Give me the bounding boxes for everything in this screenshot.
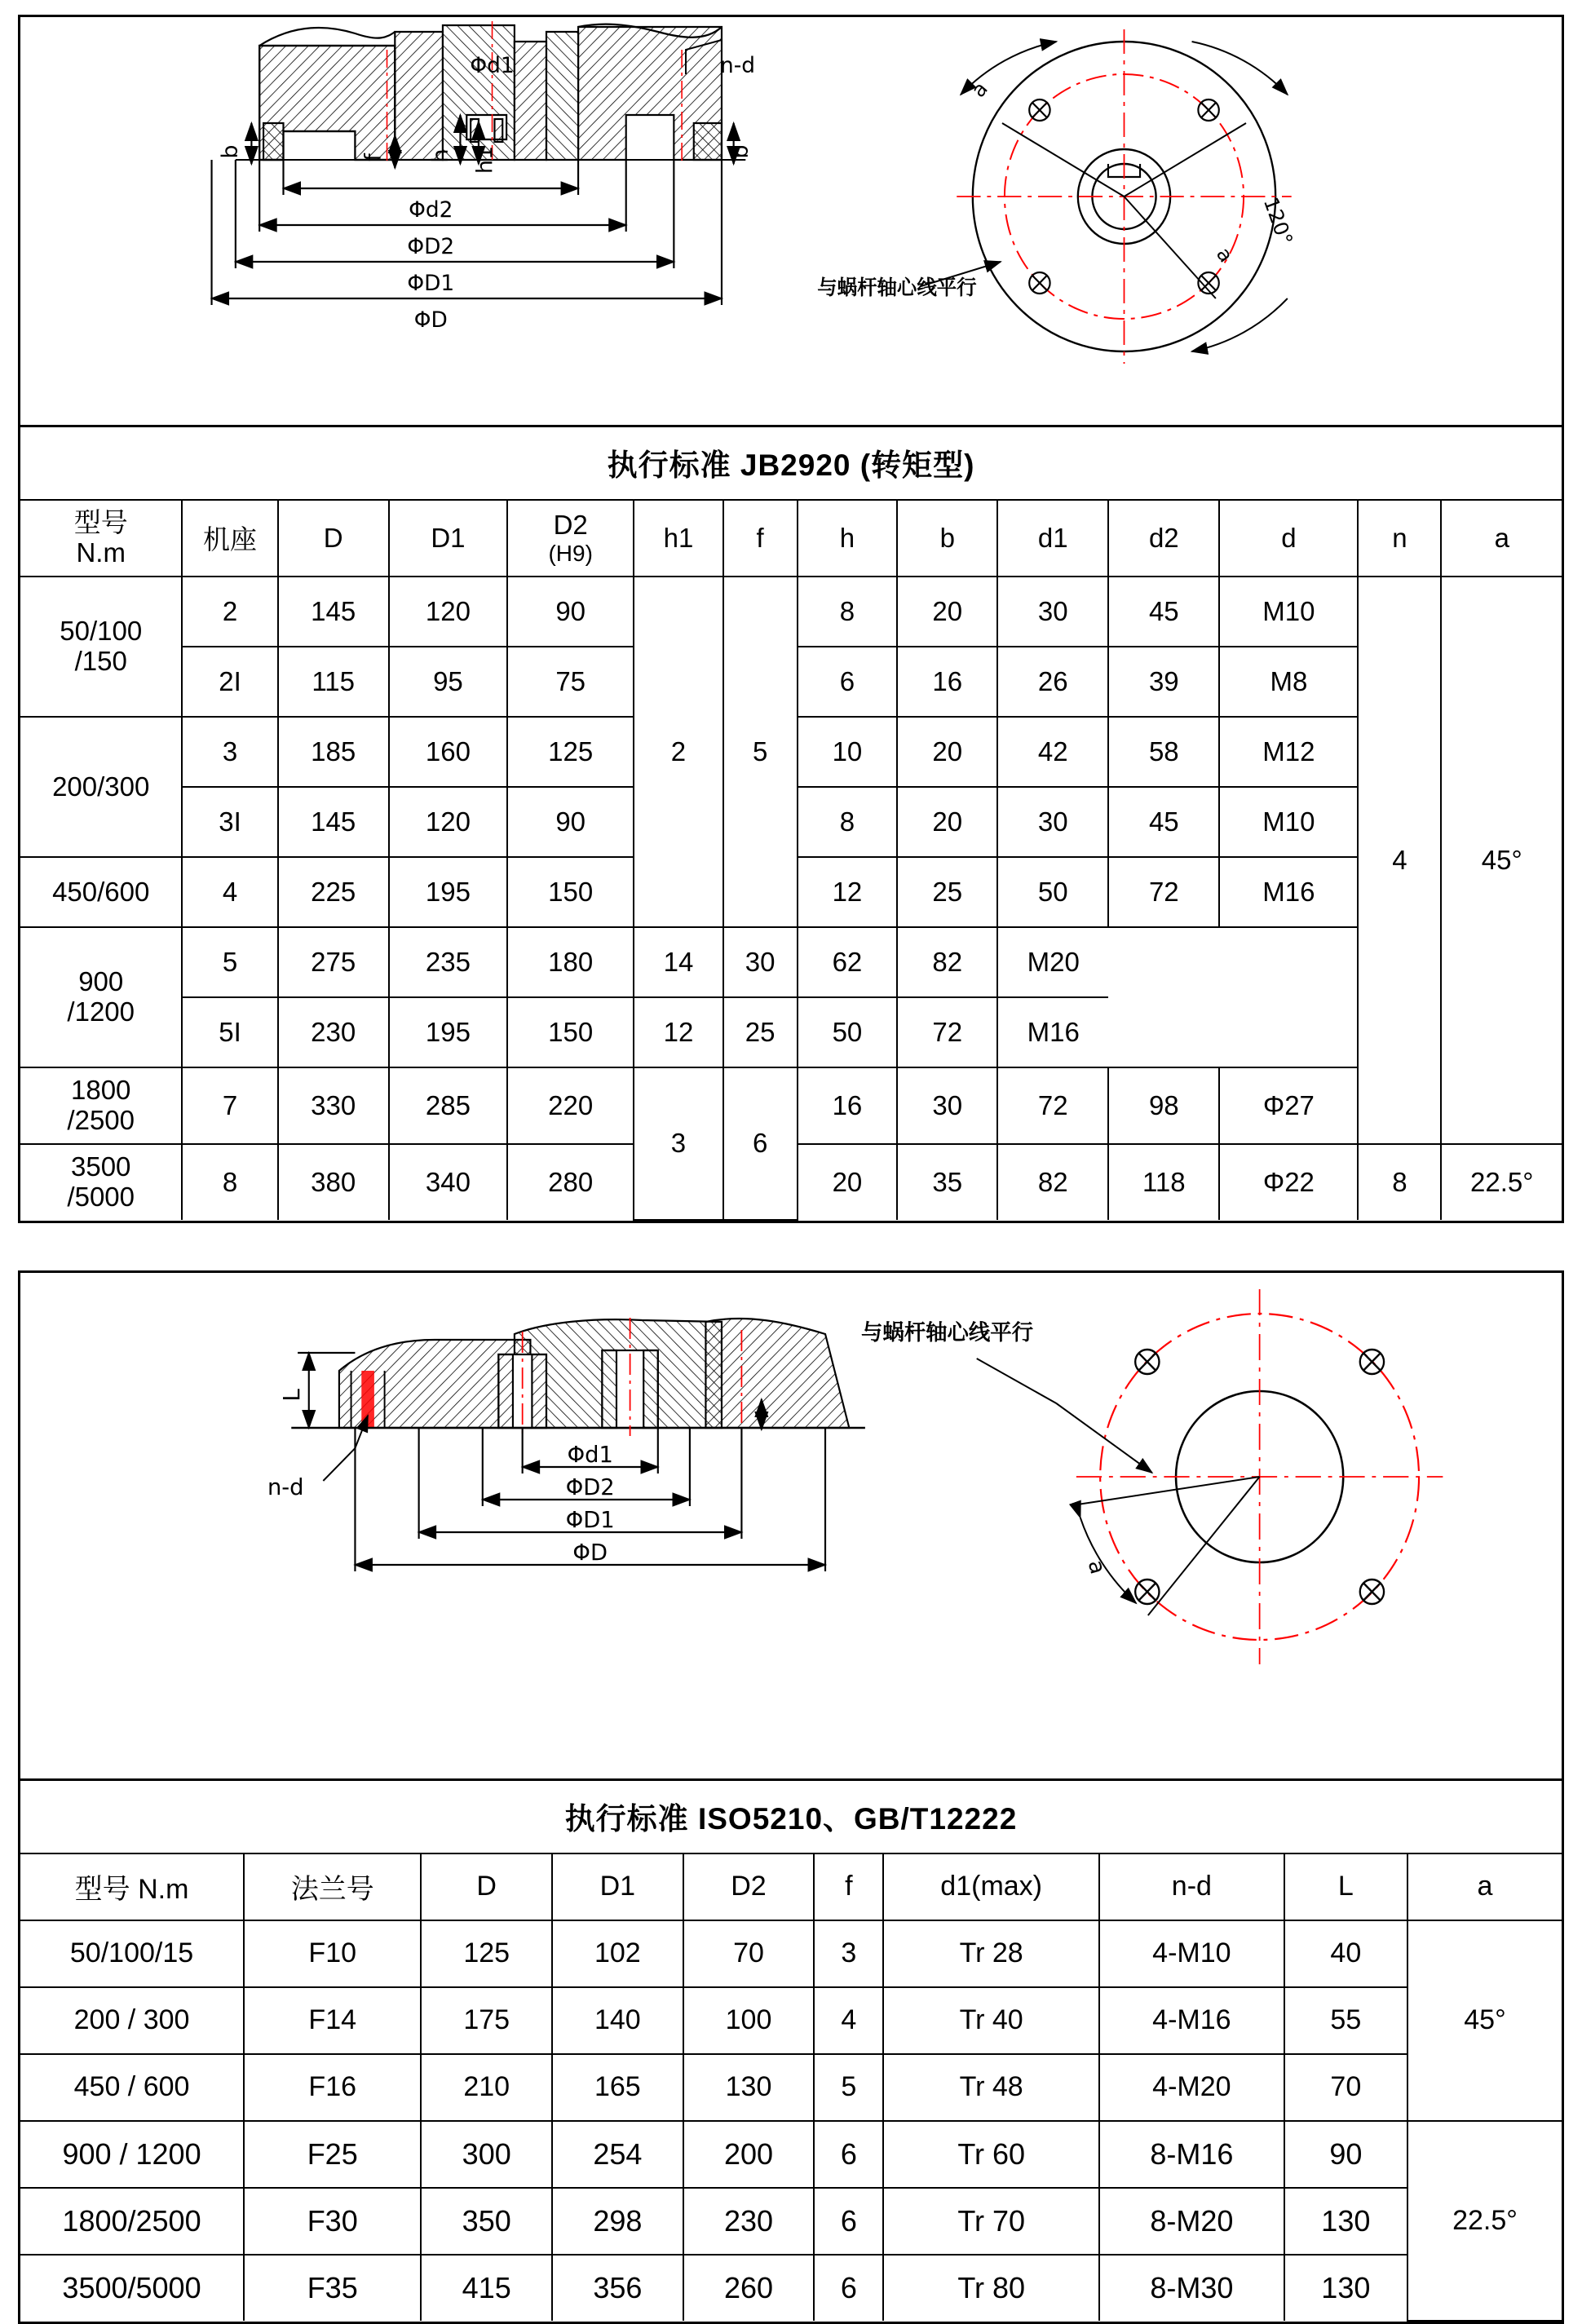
cell-model-6-l2: /5000 — [67, 1181, 135, 1212]
cell2-d1max: Tr 70 — [883, 2188, 1099, 2255]
label-L: L — [278, 1388, 305, 1402]
th-b: b — [897, 500, 997, 577]
cell-h: 8 — [798, 787, 898, 857]
cell-D: 230 — [278, 997, 389, 1067]
cell-n-top: 4 — [1358, 577, 1441, 1144]
label-n-d: n-d — [720, 52, 756, 79]
cell-D: 115 — [278, 647, 389, 717]
cell2-D2: 130 — [683, 2054, 815, 2121]
cell2-f: 4 — [814, 1987, 883, 2054]
cell-model-1-l1: 50/100 — [60, 615, 143, 646]
label-phi-D-2: ΦD — [572, 1538, 608, 1566]
cell-model-6-l1: 3500 — [71, 1151, 131, 1182]
flange-drawing-jb2920 — [20, 17, 1562, 425]
cell-d1: 82 — [997, 1144, 1108, 1220]
cell2-D2: 230 — [683, 2188, 815, 2255]
iso5210-block — [18, 1270, 1564, 2324]
label-f: f — [360, 153, 387, 161]
cell-d: M16 — [997, 997, 1108, 1067]
cell2-D: 210 — [421, 2054, 552, 2121]
label-angle-a2: a — [1212, 242, 1239, 267]
cell-d: M10 — [1219, 577, 1358, 647]
th-a: a — [1441, 500, 1562, 577]
flange-drawing-iso5210 — [20, 1273, 1562, 1778]
label-phi-D2: ΦD2 — [407, 233, 455, 260]
figure2-svg — [20, 1273, 1562, 1778]
cell-model-5-l1: 1800 — [71, 1074, 131, 1105]
cell-d1: 50 — [997, 857, 1108, 927]
cell-b: 20 — [897, 717, 997, 787]
cell2-D2: 200 — [683, 2121, 815, 2188]
cell2-f: 6 — [814, 2255, 883, 2321]
cell-b: 25 — [897, 857, 997, 927]
cell-h: 10 — [798, 717, 898, 787]
cell-b: 30 — [897, 1067, 997, 1144]
cell-f-top: 5 — [723, 577, 798, 927]
cell-frame: 2 — [182, 577, 277, 647]
cell-d1: 42 — [997, 717, 1108, 787]
cell-d2: 72 — [897, 997, 997, 1067]
cell-d: M12 — [1219, 717, 1358, 787]
cell2-a-top: 45° — [1407, 1920, 1562, 2121]
cell-D1: 195 — [389, 857, 508, 927]
label-b-left: b — [218, 144, 243, 159]
cell2-D: 300 — [421, 2121, 552, 2188]
cell-D1: 195 — [389, 997, 508, 1067]
cell-d1: 30 — [997, 577, 1108, 647]
cell-D2: 220 — [507, 1067, 634, 1144]
cell-n-bottom: 8 — [1358, 1144, 1441, 1220]
table-row — [20, 2188, 1562, 2255]
cell-d2: 45 — [1108, 787, 1219, 857]
table1-title: 执行标准 JB2920 (转矩型) — [20, 425, 1562, 499]
cell-model-4-l2: /1200 — [67, 996, 135, 1027]
label-phi-D1: ΦD1 — [407, 270, 455, 297]
cell2-d1max: Tr 60 — [883, 2121, 1099, 2188]
cell-d2: 72 — [1108, 857, 1219, 927]
cell2-n-d: 4-M16 — [1099, 1987, 1284, 2054]
cell-d2: 82 — [897, 927, 997, 997]
cell-d: Φ22 — [1219, 1144, 1358, 1220]
label-n-d-2: n-d — [267, 1473, 304, 1500]
cell-d1: 50 — [798, 997, 898, 1067]
cell-h: 6 — [798, 647, 898, 717]
cell2-D1: 140 — [552, 1987, 683, 2054]
table-row — [20, 1067, 1562, 1144]
cell-d2: 98 — [1108, 1067, 1219, 1144]
cell-D2: 280 — [507, 1144, 634, 1220]
cell-D2: 180 — [507, 927, 634, 997]
label-phi-D: ΦD — [413, 307, 448, 334]
cell-a-bottom: 22.5° — [1441, 1144, 1562, 1220]
cell-b: 25 — [723, 997, 798, 1067]
cell-frame: 3I — [182, 787, 277, 857]
cell2-D1: 298 — [552, 2188, 683, 2255]
cell-model-2: 200/300 — [20, 717, 182, 857]
cell2-model: 450 / 600 — [20, 2054, 244, 2121]
cell2-flange: F35 — [244, 2255, 421, 2321]
cell2-D1: 102 — [552, 1920, 683, 1987]
cell-model-4-l1: 900 — [78, 965, 124, 996]
cell2-L: 40 — [1284, 1920, 1407, 1987]
cell-h: 16 — [798, 1067, 898, 1144]
cell-D: 275 — [278, 927, 389, 997]
th2-f: f — [814, 1853, 883, 1920]
table-row — [20, 1920, 1562, 1987]
cell-D: 330 — [278, 1067, 389, 1144]
cell2-n-d: 8-M16 — [1099, 2121, 1284, 2188]
table-row — [20, 1987, 1562, 2054]
cell2-d1max: Tr 40 — [883, 1987, 1099, 2054]
cell-h: 14 — [634, 927, 723, 997]
cell2-flange: F14 — [244, 1987, 421, 2054]
cell-model-1 — [20, 577, 182, 717]
cell2-flange: F25 — [244, 2121, 421, 2188]
cell-b: 20 — [897, 787, 997, 857]
cell-d2: 118 — [1108, 1144, 1219, 1220]
th-n: n — [1358, 500, 1441, 577]
cell-d2: 45 — [1108, 577, 1219, 647]
cell-d1: 72 — [997, 1067, 1108, 1144]
cell-D1: 120 — [389, 577, 508, 647]
th-model — [20, 500, 182, 577]
th-h1: h1 — [634, 500, 723, 577]
cell2-D1: 356 — [552, 2255, 683, 2321]
cell-d: M8 — [1219, 647, 1358, 717]
th-D2-sub: (H9) — [548, 540, 593, 566]
figure1-svg — [20, 17, 1562, 425]
th-h: h — [798, 500, 898, 577]
cell2-D: 175 — [421, 1987, 552, 2054]
cell2-D2: 70 — [683, 1920, 815, 1987]
cell-d2: 39 — [1108, 647, 1219, 717]
th-d2: d2 — [1108, 500, 1219, 577]
th-model-line2: N.m — [76, 537, 126, 568]
cell-d1: 30 — [997, 787, 1108, 857]
cell-D1: 285 — [389, 1067, 508, 1144]
th-model-line1: 型号 — [73, 507, 128, 537]
th2-D: D — [421, 1853, 552, 1920]
label-angle-a-2: a — [1082, 1557, 1111, 1577]
cell-b: 20 — [897, 577, 997, 647]
cell-a-top: 45° — [1441, 577, 1562, 1144]
cell2-D1: 254 — [552, 2121, 683, 2188]
cell-D2: 90 — [507, 787, 634, 857]
label-phi-D1-2: ΦD1 — [565, 1505, 615, 1533]
cell-D1: 120 — [389, 787, 508, 857]
cell-D: 185 — [278, 717, 389, 787]
cell2-L: 70 — [1284, 2054, 1407, 2121]
cell-b: 16 — [897, 647, 997, 717]
label-phi-d1: Φd1 — [470, 52, 515, 79]
block-spacer — [0, 1223, 1582, 1256]
cell-frame: 8 — [182, 1144, 277, 1220]
cell2-n-d: 4-M20 — [1099, 2054, 1284, 2121]
cell2-model: 900 / 1200 — [20, 2121, 244, 2188]
th-d: d — [1219, 500, 1358, 577]
cell2-n-d: 8-M30 — [1099, 2255, 1284, 2321]
label-angle-120: 120° — [1258, 194, 1297, 249]
cell-model-6 — [20, 1144, 182, 1220]
cell2-f: 5 — [814, 2054, 883, 2121]
th2-flange: 法兰号 — [244, 1853, 421, 1920]
label-h1: h1 — [472, 145, 498, 175]
th2-model: 型号 N.m — [20, 1853, 244, 1920]
cell2-flange: F30 — [244, 2188, 421, 2255]
label-phi-d1-2: Φd1 — [567, 1440, 613, 1468]
table-row — [20, 2121, 1562, 2188]
cell-D: 145 — [278, 577, 389, 647]
label-phi-D2-2: ΦD2 — [565, 1473, 615, 1500]
cell-D1: 235 — [389, 927, 508, 997]
cell2-model: 200 / 300 — [20, 1987, 244, 2054]
table2-title: 执行标准 ISO5210、GB/T12222 — [20, 1778, 1562, 1853]
th-D: D — [278, 500, 389, 577]
th2-L: L — [1284, 1853, 1407, 1920]
jb2920-block — [18, 15, 1564, 1223]
cell2-flange: F16 — [244, 2054, 421, 2121]
cell-frame: 2I — [182, 647, 277, 717]
cell2-model: 3500/5000 — [20, 2255, 244, 2321]
table-row — [20, 2054, 1562, 2121]
cell-frame: 3 — [182, 717, 277, 787]
cell2-L: 55 — [1284, 1987, 1407, 2054]
cell2-f: 3 — [814, 1920, 883, 1987]
cell-D2: 125 — [507, 717, 634, 787]
cell-h1-bottom: 3 — [634, 1067, 723, 1220]
table1-header-row — [20, 500, 1562, 577]
cell2-n-d: 8-M20 — [1099, 2188, 1284, 2255]
th-D2-main: D2 — [553, 509, 588, 540]
cell-D1: 95 — [389, 647, 508, 717]
document-page — [0, 15, 1582, 2324]
cell-D2: 150 — [507, 997, 634, 1067]
cell2-D1: 165 — [552, 2054, 683, 2121]
iso5210-table — [20, 1853, 1562, 2322]
table2-header-row — [20, 1853, 1562, 1920]
th-d1: d1 — [997, 500, 1108, 577]
cell2-D: 415 — [421, 2255, 552, 2321]
cell2-n-d: 4-M10 — [1099, 1920, 1284, 1987]
table-row — [20, 577, 1562, 647]
cell2-a-bottom: 22.5° — [1407, 2121, 1562, 2321]
th-D2 — [507, 500, 634, 577]
th-frame: 机座 — [182, 500, 277, 577]
cell2-L: 90 — [1284, 2121, 1407, 2188]
cell-h: 12 — [798, 857, 898, 927]
cell-b: 35 — [897, 1144, 997, 1220]
cell-D1: 340 — [389, 1144, 508, 1220]
cell2-f: 6 — [814, 2121, 883, 2188]
table2-wrap — [20, 1853, 1562, 2322]
th2-n-d: n-d — [1099, 1853, 1284, 1920]
cell2-d1max: Tr 28 — [883, 1920, 1099, 1987]
cell-b: 30 — [723, 927, 798, 997]
cell2-D2: 100 — [683, 1987, 815, 2054]
cell-model-4 — [20, 927, 182, 1067]
cell-D1: 160 — [389, 717, 508, 787]
cell-h: 8 — [798, 577, 898, 647]
cell-model-5-l2: /2500 — [67, 1104, 135, 1135]
cell2-D: 125 — [421, 1920, 552, 1987]
table-row — [20, 927, 1562, 997]
cell-h: 20 — [798, 1144, 898, 1220]
cell2-L: 130 — [1284, 2255, 1407, 2321]
cell-frame: 7 — [182, 1067, 277, 1144]
cell-d2: 58 — [1108, 717, 1219, 787]
cell-D2: 75 — [507, 647, 634, 717]
th2-D1: D1 — [552, 1853, 683, 1920]
label-parallel-note-1: 与蜗杆轴心线平行 — [817, 275, 977, 300]
label-angle-a1: a — [966, 77, 992, 102]
cell-frame: 4 — [182, 857, 277, 927]
cell-model-3: 450/600 — [20, 857, 182, 927]
cell-D2: 150 — [507, 857, 634, 927]
cell-d: M10 — [1219, 787, 1358, 857]
th-D1: D1 — [389, 500, 508, 577]
cell-d1: 62 — [798, 927, 898, 997]
cell-D: 225 — [278, 857, 389, 927]
cell2-D: 350 — [421, 2188, 552, 2255]
cell2-D2: 260 — [683, 2255, 815, 2321]
cell-D: 145 — [278, 787, 389, 857]
cell-model-5 — [20, 1067, 182, 1144]
cell-d: M20 — [997, 927, 1108, 997]
cell2-d1max: Tr 80 — [883, 2255, 1099, 2321]
cell2-d1max: Tr 48 — [883, 2054, 1099, 2121]
jb2920-table — [20, 499, 1562, 1221]
cell-d: M16 — [1219, 857, 1358, 927]
cell2-model: 50/100/15 — [20, 1920, 244, 1987]
th2-a: a — [1407, 1853, 1562, 1920]
label-h: h — [428, 148, 453, 163]
th-f: f — [723, 500, 798, 577]
table-row — [20, 2255, 1562, 2321]
cell-h1-top: 2 — [634, 577, 723, 927]
label-parallel-note-2: 与蜗杆轴心线平行 — [860, 1319, 1034, 1345]
th2-d1max: d1(max) — [883, 1853, 1099, 1920]
cell-D: 380 — [278, 1144, 389, 1220]
cell2-model: 1800/2500 — [20, 2188, 244, 2255]
table1-wrap — [20, 499, 1562, 1221]
cell2-flange: F10 — [244, 1920, 421, 1987]
cell-model-1-l2: /150 — [74, 645, 127, 676]
cell-frame: 5 — [182, 927, 277, 997]
cell-frame: 5I — [182, 997, 277, 1067]
cell2-f: 6 — [814, 2188, 883, 2255]
label-phi-d2: Φd2 — [409, 197, 453, 223]
cell-D2: 90 — [507, 577, 634, 647]
cell-f-bottom: 6 — [723, 1067, 798, 1220]
cell2-L: 130 — [1284, 2188, 1407, 2255]
cell-d: Φ27 — [1219, 1067, 1358, 1144]
th2-D2: D2 — [683, 1853, 815, 1920]
table-row — [20, 997, 1562, 1067]
label-b-right: b — [728, 144, 754, 159]
cell-d1: 26 — [997, 647, 1108, 717]
cell-h: 12 — [634, 997, 723, 1067]
